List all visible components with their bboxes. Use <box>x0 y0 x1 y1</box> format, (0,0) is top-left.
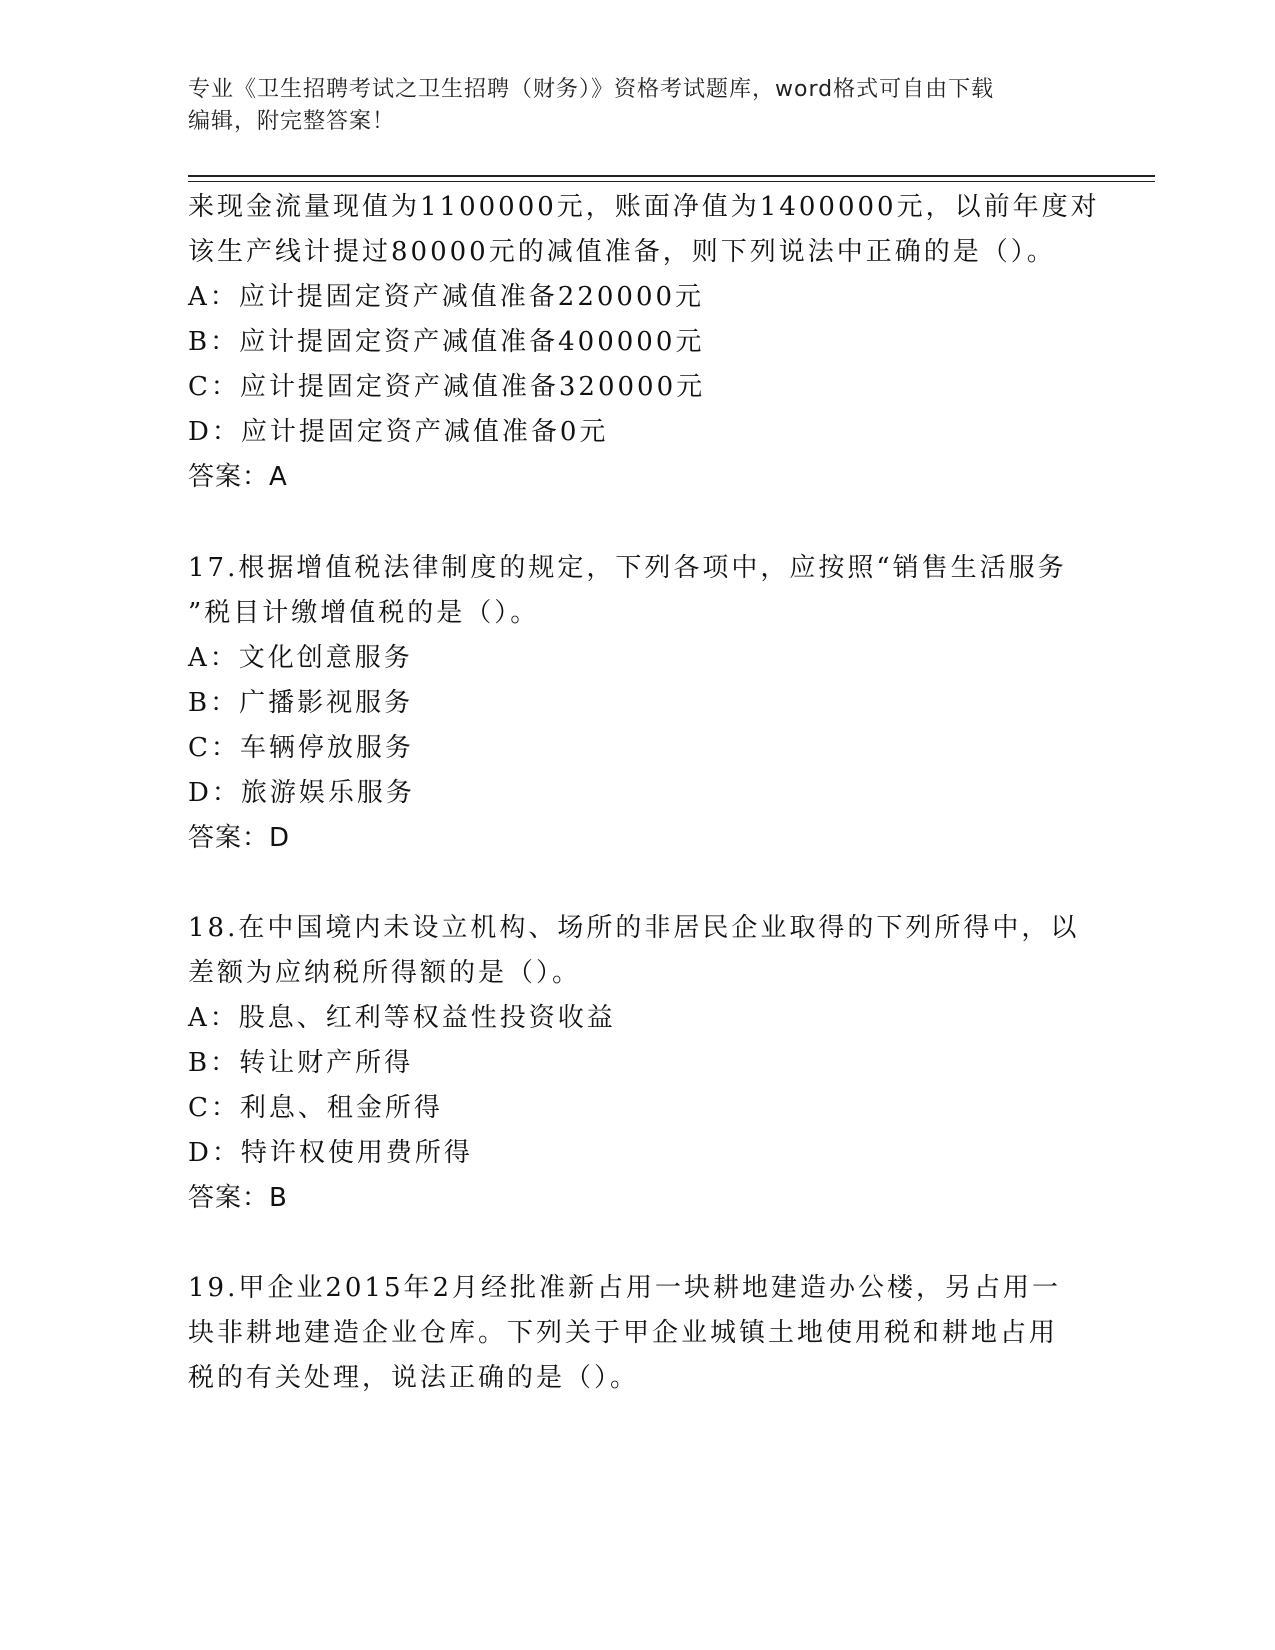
question-16 <box>188 185 1100 500</box>
question-19-stem-line-2: 块非耕地建造企业仓库。下列关于甲企业城镇土地使用税和耕地占用 <box>188 1318 1059 1348</box>
question-18-option-c: C：利息、租金所得 <box>188 1093 443 1123</box>
question-19 <box>188 1266 1088 1401</box>
question-16-stem-line-2: 该生产线计提过80000元的减值准备，则下列说法中正确的是（）。 <box>188 237 1056 267</box>
question-18-option-d: D：特许权使用费所得 <box>188 1138 473 1168</box>
header-line-1: 专业《卫生招聘考试之卫生招聘（财务）》资格考试题库，word格式可自由下载 <box>188 77 995 102</box>
header-rule-thin <box>188 181 1155 182</box>
question-16-option-a: A：应计提固定资产减值准备220000元 <box>188 282 705 312</box>
question-16-stem-line-1: 来现金流量现值为1100000元，账面净值为1400000元，以前年度对 <box>188 192 1100 222</box>
question-16-option-c: C：应计提固定资产减值准备320000元 <box>188 372 706 402</box>
question-16-option-b: B：应计提固定资产减值准备400000元 <box>188 327 705 357</box>
question-18 <box>188 906 1088 1221</box>
question-18-stem-line-2: 差额为应纳税所得额的是（）。 <box>188 958 582 988</box>
question-17-option-a: A：文化创意服务 <box>188 643 413 673</box>
question-19-stem-line-3: 税的有关处理，说法正确的是（）。 <box>188 1363 640 1393</box>
question-17-option-c: C：车辆停放服务 <box>188 733 414 763</box>
question-17-stem-line-2: ”税目计缴增值税的是（）。 <box>188 598 540 628</box>
document-header <box>188 74 1078 138</box>
header-line-2: 编辑，附完整答案！ <box>188 109 396 134</box>
question-16-answer: 答案：A <box>188 462 288 492</box>
question-17-option-b: B：广播影视服务 <box>188 688 414 718</box>
question-19-stem-line-1: 19.甲企业2015年2月经批准新占用一块耕地建造办公楼，另占用一 <box>188 1273 1062 1303</box>
question-17-stem-line-1: 17.根据增值税法律制度的规定，下列各项中，应按照“销售生活服务 <box>188 553 1067 583</box>
question-18-stem-line-1: 18.在中国境内未设立机构、场所的非居民企业取得的下列所得中，以 <box>188 913 1080 943</box>
header-rule-thick <box>188 175 1155 177</box>
question-18-answer: 答案：B <box>188 1183 288 1213</box>
question-18-option-a: A：股息、红利等权益性投资收益 <box>188 1003 616 1033</box>
question-16-option-d: D：应计提固定资产减值准备0元 <box>188 417 609 447</box>
question-17-option-d: D：旅游娱乐服务 <box>188 778 415 808</box>
question-17 <box>188 546 1088 861</box>
question-17-answer: 答案：D <box>188 823 291 853</box>
question-18-option-b: B：转让财产所得 <box>188 1048 414 1078</box>
